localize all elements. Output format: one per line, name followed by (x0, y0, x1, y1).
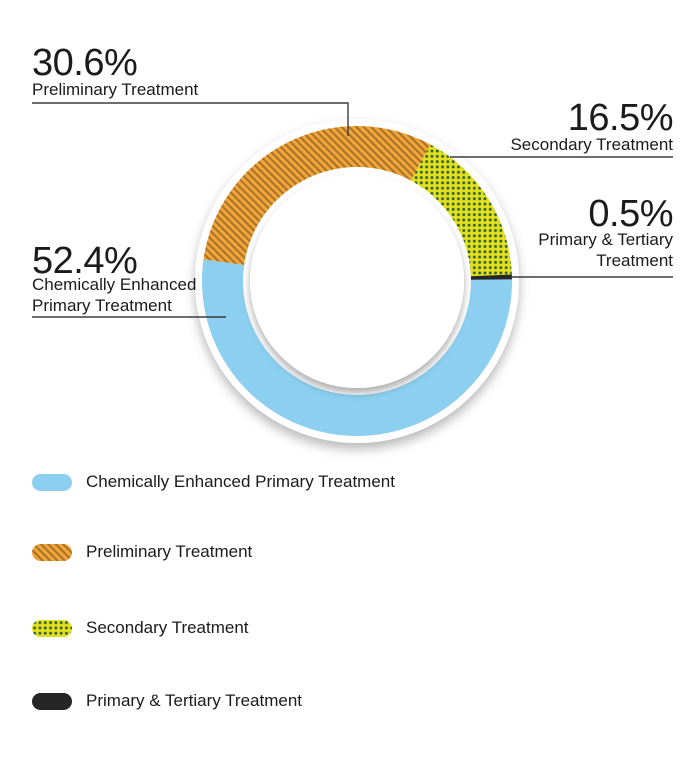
legend-label-primary-tertiary: Primary & Tertiary Treatment (86, 691, 303, 710)
legend-label-preliminary: Preliminary Treatment (86, 542, 253, 561)
callout-cept-label (32, 274, 196, 316)
callout-primary-tertiary-label (538, 229, 673, 271)
legend-item-cept (32, 472, 395, 492)
legend-label-cept: Chemically Enhanced Primary Treatment (86, 472, 395, 491)
legend-item-primary-tertiary (32, 691, 302, 711)
legend-label-secondary: Secondary Treatment (86, 618, 249, 637)
callout-cept-label-line1: Chemically Enhanced (32, 275, 197, 294)
callout-preliminary-value: 30.6% (32, 42, 138, 84)
legend-item-preliminary (32, 542, 252, 562)
donut-inner-plate (250, 174, 464, 388)
callout-preliminary-label: Preliminary Treatment (32, 80, 199, 99)
callout-primary-tertiary-label-line2: Treatment (596, 251, 673, 270)
callout-primary-tertiary-label-line1: Primary & Tertiary (538, 230, 673, 249)
callout-cept-value: 52.4% (32, 240, 138, 282)
callout-secondary-value: 16.5% (567, 97, 673, 139)
legend-swatch-secondary (32, 620, 72, 637)
legend-swatch-preliminary (32, 544, 72, 561)
callout-cept-label-line2: Primary Treatment (32, 296, 172, 315)
legend-swatch-primary-tertiary (32, 693, 72, 710)
callout-secondary-label: Secondary Treatment (510, 135, 673, 154)
legend-item-secondary (32, 618, 249, 638)
legend-swatch-cept (32, 474, 72, 491)
callout-primary-tertiary-value: 0.5% (588, 193, 673, 235)
